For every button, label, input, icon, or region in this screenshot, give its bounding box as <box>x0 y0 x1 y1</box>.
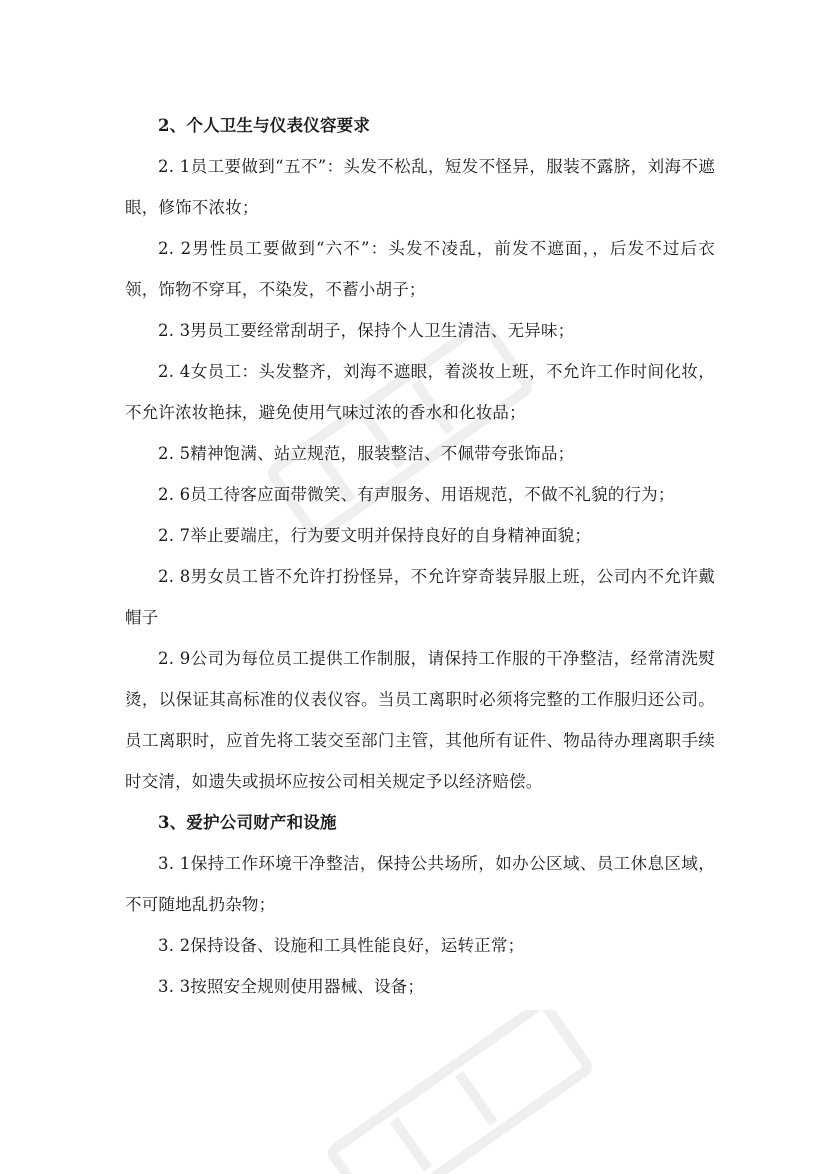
list-item: 2. 5精神饱满、站立规范，服装整洁、不佩带夸张饰品； <box>158 444 575 463</box>
list-item: 2. 2男性员工要做到“六不”：头发不凌乱，前发不遮面，，后发不过后衣领，饰物不穿耳，不染发，不蓄小胡子； <box>125 239 715 299</box>
document-body <box>125 105 715 1007</box>
watermark-icon <box>290 1010 630 1174</box>
list-item: 2. 7举止要端庄，行为要文明并保持良好的自身精神面貌； <box>158 526 592 545</box>
list-item: 2. 1员工要做到“五不”：头发不松乱，短发不怪异，服装不露脐，刘海不遮眼，修饰不浓妆； <box>125 157 715 217</box>
list-item: 2. 8男女员工皆不允许打扮怪异，不允许穿奇装异服上班，公司内不允许戴帽子 <box>125 567 715 627</box>
section-heading: 3、爱护公司财产和设施 <box>158 813 337 832</box>
list-item: 2. 3男员工要经常刮胡子，保持个人卫生清洁、无异味； <box>158 321 575 340</box>
list-item: 3. 1保持工作环境干净整洁，保持公共场所，如办公区域、员工休息区域，不可随地乱扔杂物； <box>125 854 715 914</box>
list-item: 2. 4女员工：头发整齐，刘海不遮眼，着淡妆上班，不允许工作时间化妆，不允许浓妆艳抹，避免使用气味过浓的香水和化妆品； <box>125 362 715 422</box>
list-item: 2. 6员工待客应面带微笑、有声服务、用语规范，不做不礼貌的行为； <box>158 485 675 504</box>
section-heading: 2、个人卫生与仪表仪容要求 <box>158 116 371 135</box>
list-item: 3. 3按照安全规则使用器械、设备； <box>158 977 425 996</box>
list-item: 2. 9公司为每位员工提供工作制服，请保持工作服的干净整洁，经常清洗熨烫，以保证其高标准的仪表仪容。当员工离职时必须将完整的工作服归还公司。员工离职时，应首先将工装交至部门主管，其他所有证件、物品待办理离职手续时交清，如遗失或损坏应按公司相关规定予以经济赔偿。 <box>125 649 715 791</box>
list-item: 3. 2保持设备、设施和工具性能良好，运转正常； <box>158 936 525 955</box>
